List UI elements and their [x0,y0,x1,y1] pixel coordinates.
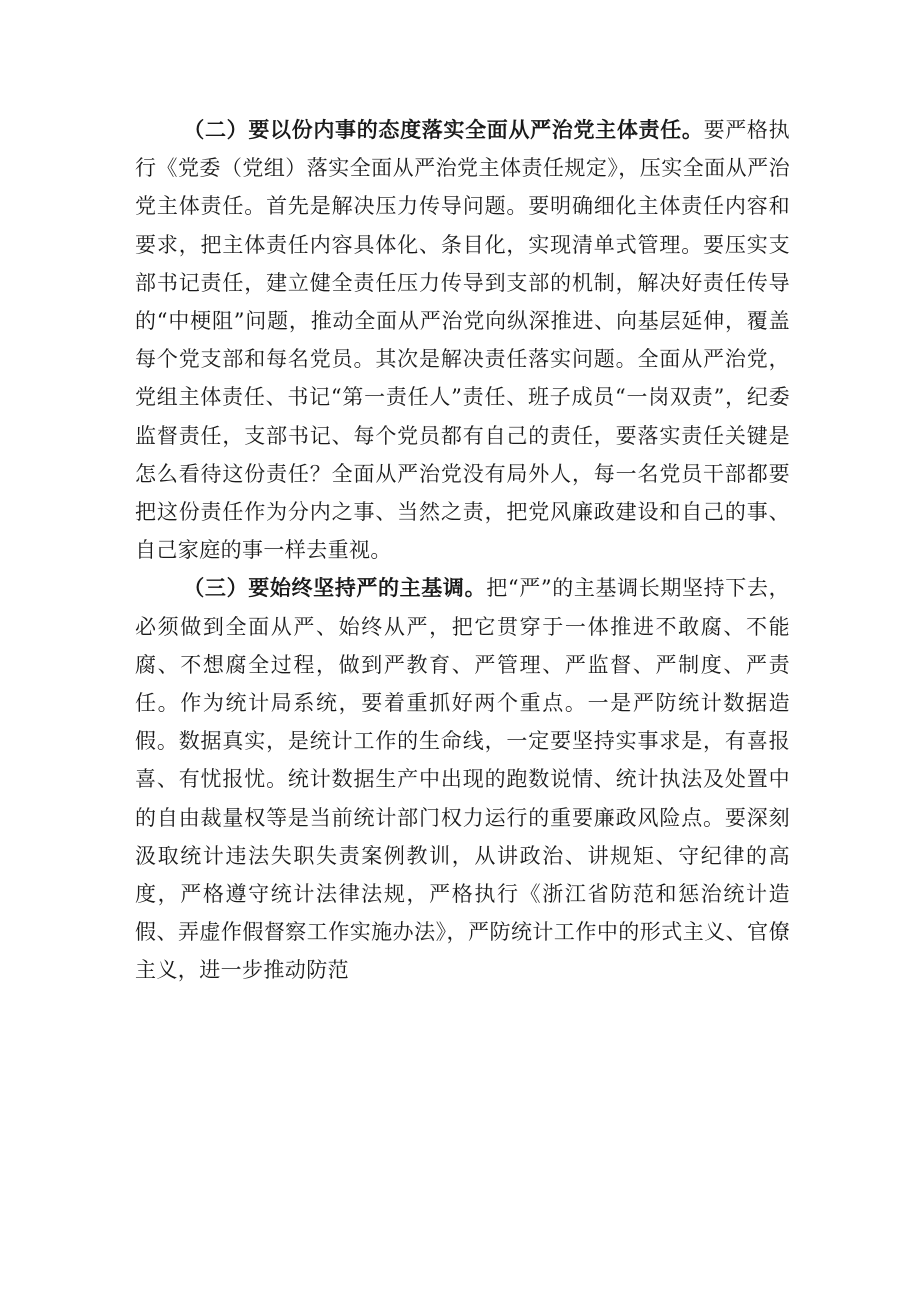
paragraph-section-two [135,111,790,569]
document-body [135,111,790,990]
section-heading-three: （三）要始终坚持严的主基调。 [183,576,487,601]
section-body-three: 把“严”的主基调长期坚持下去，必须做到全面从严、始终从严，把它贯穿于一体推进不敢腐、不能腐、不想腐全过程，做到严教育、严管理、严监督、严制度、严责任。作为统计局系统，要着重抓好两个重点。一是严防统计数据造假。数据真实，是统计工作的生命线，一定要坚持实事求是，有喜报喜、有忧报忧。统计数据生产中出现的跑数说情、统计执法及处置中的自由裁量权等是当前统计部门权力运行的重要廉政风险点。要深刻汲取统计违法失职失责案例教训，从讲政治、讲规矩、守纪律的高度，严格遵守统计法律法规，严格执行《浙江省防范和惩治统计造假、弄虚作假督察工作实施办法》，严防统计工作中的形式主义、官僚主义，进一步推动防范 [135,576,790,983]
section-body-two: 要严格执行《党委（党组）落实全面从严治党主体责任规定》，压实全面从严治党主体责任。首先是解决压力传导问题。要明确细化主体责任内容和要求，把主体责任内容具体化、条目化，实现清单式管理。要压实支部书记责任，建立健全责任压力传导到支部的机制，解决好责任传导的“中梗阻”问题，推动全面从严治党向纵深推进、向基层延伸，覆盖每个党支部和每名党员。其次是解决责任落实问题。全面从严治党，党组主体责任、书记“第一责任人”责任、班子成员“一岗双责”，纪委监督责任，支部书记、每个党员都有自己的责任，要落实责任关键是怎么看待这份责任？全面从严治党没有局外人，每一名党员干部都要把这份责任作为分内之事、当然之责，把党风廉政建设和自己的事、自己家庭的事一样去重视。 [135,118,790,563]
section-heading-two: （二）要以份内事的态度落实全面从严治党主体责任。 [183,118,704,142]
paragraph-section-three [135,569,790,989]
